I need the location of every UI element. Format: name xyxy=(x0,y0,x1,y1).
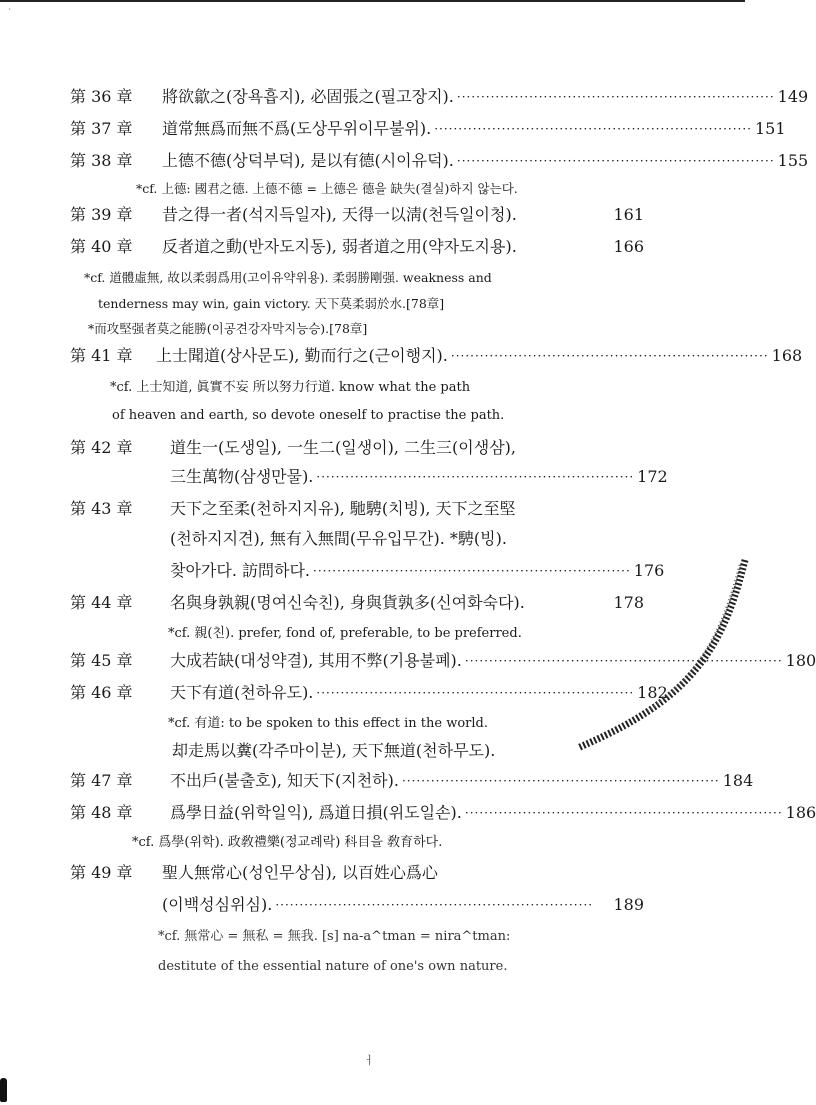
chapter-number: 第 38 章 xyxy=(70,151,133,170)
chapter-number: 第 37 章 xyxy=(70,119,133,138)
top-rule xyxy=(0,0,745,2)
note-49-line-1: *cf. 無常心 = 無私 = 無我. [s] na-a^tman = nira^tman: xyxy=(158,929,511,944)
toc-entry-40[interactable] xyxy=(70,236,644,258)
bookmark-ribbon-icon xyxy=(570,560,745,760)
chapter-title: 反者道之動(반자도지동), 弱者道之用(약자도지용). xyxy=(162,237,517,256)
toc-entry-44[interactable] xyxy=(70,592,644,614)
chapter-number: 第 36 章 xyxy=(70,87,133,106)
chapter-title: 天下之至柔(천하지지유), 馳騁(치빙), 天下之至堅 xyxy=(170,499,516,518)
chapter-title: 天下有道(천하유도). xyxy=(170,683,314,702)
dot-leader: ·································································· xyxy=(450,349,769,363)
page-number: 189 xyxy=(613,895,644,914)
toc-entry-37[interactable] xyxy=(70,118,786,140)
chapter-number: 第 45 章 xyxy=(70,651,133,670)
page-number: 186 xyxy=(785,803,816,822)
page-number: 182 xyxy=(637,683,668,702)
toc-entry-38[interactable] xyxy=(70,150,809,172)
chapter-title: 將欲歙之(장욕흡지), 必固張之(필고장지). xyxy=(162,87,454,106)
note-40-line-3: *而攻堅强者莫之能勝(이공견강자막지능승).[78章] xyxy=(88,321,368,336)
chapter-number: 第 48 章 xyxy=(70,803,133,822)
chapter-title: 上士聞道(상사문도), 勤而行之(근이행지). xyxy=(156,346,448,365)
page-number: 151 xyxy=(754,119,786,138)
page-number: 176 xyxy=(633,561,665,580)
toc-entry-49-cont[interactable] xyxy=(162,894,644,916)
toc-entry-42[interactable] xyxy=(70,437,516,459)
chapter-title: 上德不德(상덕부덕), 是以有德(시이유덕). xyxy=(162,151,454,170)
chapter-number: 第 49 章 xyxy=(70,863,133,882)
note-41-line-1: *cf. 上士知道, 眞實不妄 所以努力行道. know what the path xyxy=(110,380,471,395)
dot-leader: ·································································· xyxy=(316,686,635,700)
note-40-line-1: *cf. 道體虛無, 故以柔弱爲用(고이유약위용). 柔弱勝剛强. weakness and xyxy=(84,270,492,285)
chapter-number: 第 47 章 xyxy=(70,771,133,790)
page-number: 178 xyxy=(613,593,644,612)
toc-entry-45[interactable] xyxy=(70,650,816,672)
page-number: 184 xyxy=(722,771,754,790)
toc-entry-47[interactable] xyxy=(70,770,754,792)
chapter-title: 聖人無常心(성인무상심), 以百姓心爲心 xyxy=(162,863,438,882)
dot-leader xyxy=(520,236,611,258)
chapter-title: 昔之得一者(석지득일자), 天得一以淸(천득일이청). xyxy=(162,205,517,224)
page-number: 161 xyxy=(613,205,644,224)
toc-entry-43[interactable] xyxy=(70,498,516,520)
toc-entry-49[interactable] xyxy=(70,862,438,884)
dot-leader: ·································································· xyxy=(275,898,594,912)
chapter-number: 第 43 章 xyxy=(70,499,133,518)
dot-leader: ·································································· xyxy=(456,90,775,104)
toc-entry-48[interactable] xyxy=(70,802,816,824)
note-38: *cf. 上德: 國君之德. 上德不德 = 上德은 德을 缺失(결실)하지 않는다. xyxy=(136,181,518,196)
chapter-title-cont: 三生萬物(삼생만물). xyxy=(170,467,314,486)
page-number: 168 xyxy=(771,346,803,365)
page-number: 172 xyxy=(637,467,668,486)
dot-leader: ·································································· xyxy=(313,564,631,578)
chapter-title: 不出戶(불출호), 知天下(지천하). xyxy=(170,771,399,790)
page-number: 166 xyxy=(613,237,644,256)
chapter-number: 第 42 章 xyxy=(70,438,133,457)
chapter-title-cont: (천하지지견), 無有入無間(무유입무간). *騁(빙). xyxy=(170,529,507,548)
note-44: *cf. 親(친). prefer, fond of, preferable, to be preferred. xyxy=(168,626,522,641)
chapter-title: 名與身孰親(명여신숙친), 身與貨孰多(신여화숙다). xyxy=(170,593,525,612)
chapter-title-cont: 찾아가다. 訪問하다. xyxy=(170,561,310,580)
chapter-number: 第 41 章 xyxy=(70,346,133,365)
page-number: 149 xyxy=(777,87,809,106)
chapter-title: 道常無爲而無不爲(도상무위이무불위). xyxy=(162,119,432,138)
dot-leader: ·································································· xyxy=(464,654,783,668)
toc-entry-42-cont[interactable] xyxy=(170,466,668,488)
chapter-number: 第 39 章 xyxy=(70,205,133,224)
toc-entry-39[interactable] xyxy=(70,204,644,226)
note-46-line-1: *cf. 有道: to be spoken to this effect in the world. xyxy=(168,716,488,731)
footer-mark: ㅓ xyxy=(364,1054,375,1067)
chapter-number: 第 46 章 xyxy=(70,683,133,702)
toc-entry-36[interactable] xyxy=(70,86,809,108)
dot-leader: ·································································· xyxy=(464,806,783,820)
dot-leader: ·································································· xyxy=(456,154,775,168)
note-49-line-2: destitute of the essential nature of one's own nature. xyxy=(158,959,508,974)
dot-leader: ·································································· xyxy=(434,122,752,136)
corner-mark: ` xyxy=(8,8,12,17)
chapter-title: 爲學日益(위학일익), 爲道日損(위도일손). xyxy=(170,803,462,822)
dot-leader: ·································································· xyxy=(316,470,635,484)
note-48: *cf. 爲學(위학). 政敎禮樂(정교례락) 科目을 敎育하다. xyxy=(132,835,443,850)
dot-leader xyxy=(520,204,611,226)
page-number: 180 xyxy=(785,651,816,670)
note-40-line-2: tenderness may win, gain victory. 天下莫柔弱於水.[78章] xyxy=(98,296,445,311)
toc-entry-46[interactable] xyxy=(70,682,668,704)
page-number: 155 xyxy=(777,151,809,170)
toc-entry-41[interactable] xyxy=(70,345,803,367)
chapter-number: 第 44 章 xyxy=(70,593,133,612)
note-46-line-2: 却走馬以糞(각주마이분), 天下無道(천하무도). xyxy=(172,741,496,760)
chapter-title: 道生一(도생일), 一生二(일생이), 二生三(이생삼), xyxy=(170,438,516,457)
chapter-number: 第 40 章 xyxy=(70,237,133,256)
note-41-line-2: of heaven and earth, so devote oneself to practise the path. xyxy=(112,408,505,423)
chapter-title: 大成若缺(대성약결), 其用不弊(기용불폐). xyxy=(170,651,462,670)
chapter-title-cont: (이백성심위심). xyxy=(162,895,273,914)
ink-blot xyxy=(0,1078,7,1102)
dot-leader: ·································································· xyxy=(401,774,720,788)
